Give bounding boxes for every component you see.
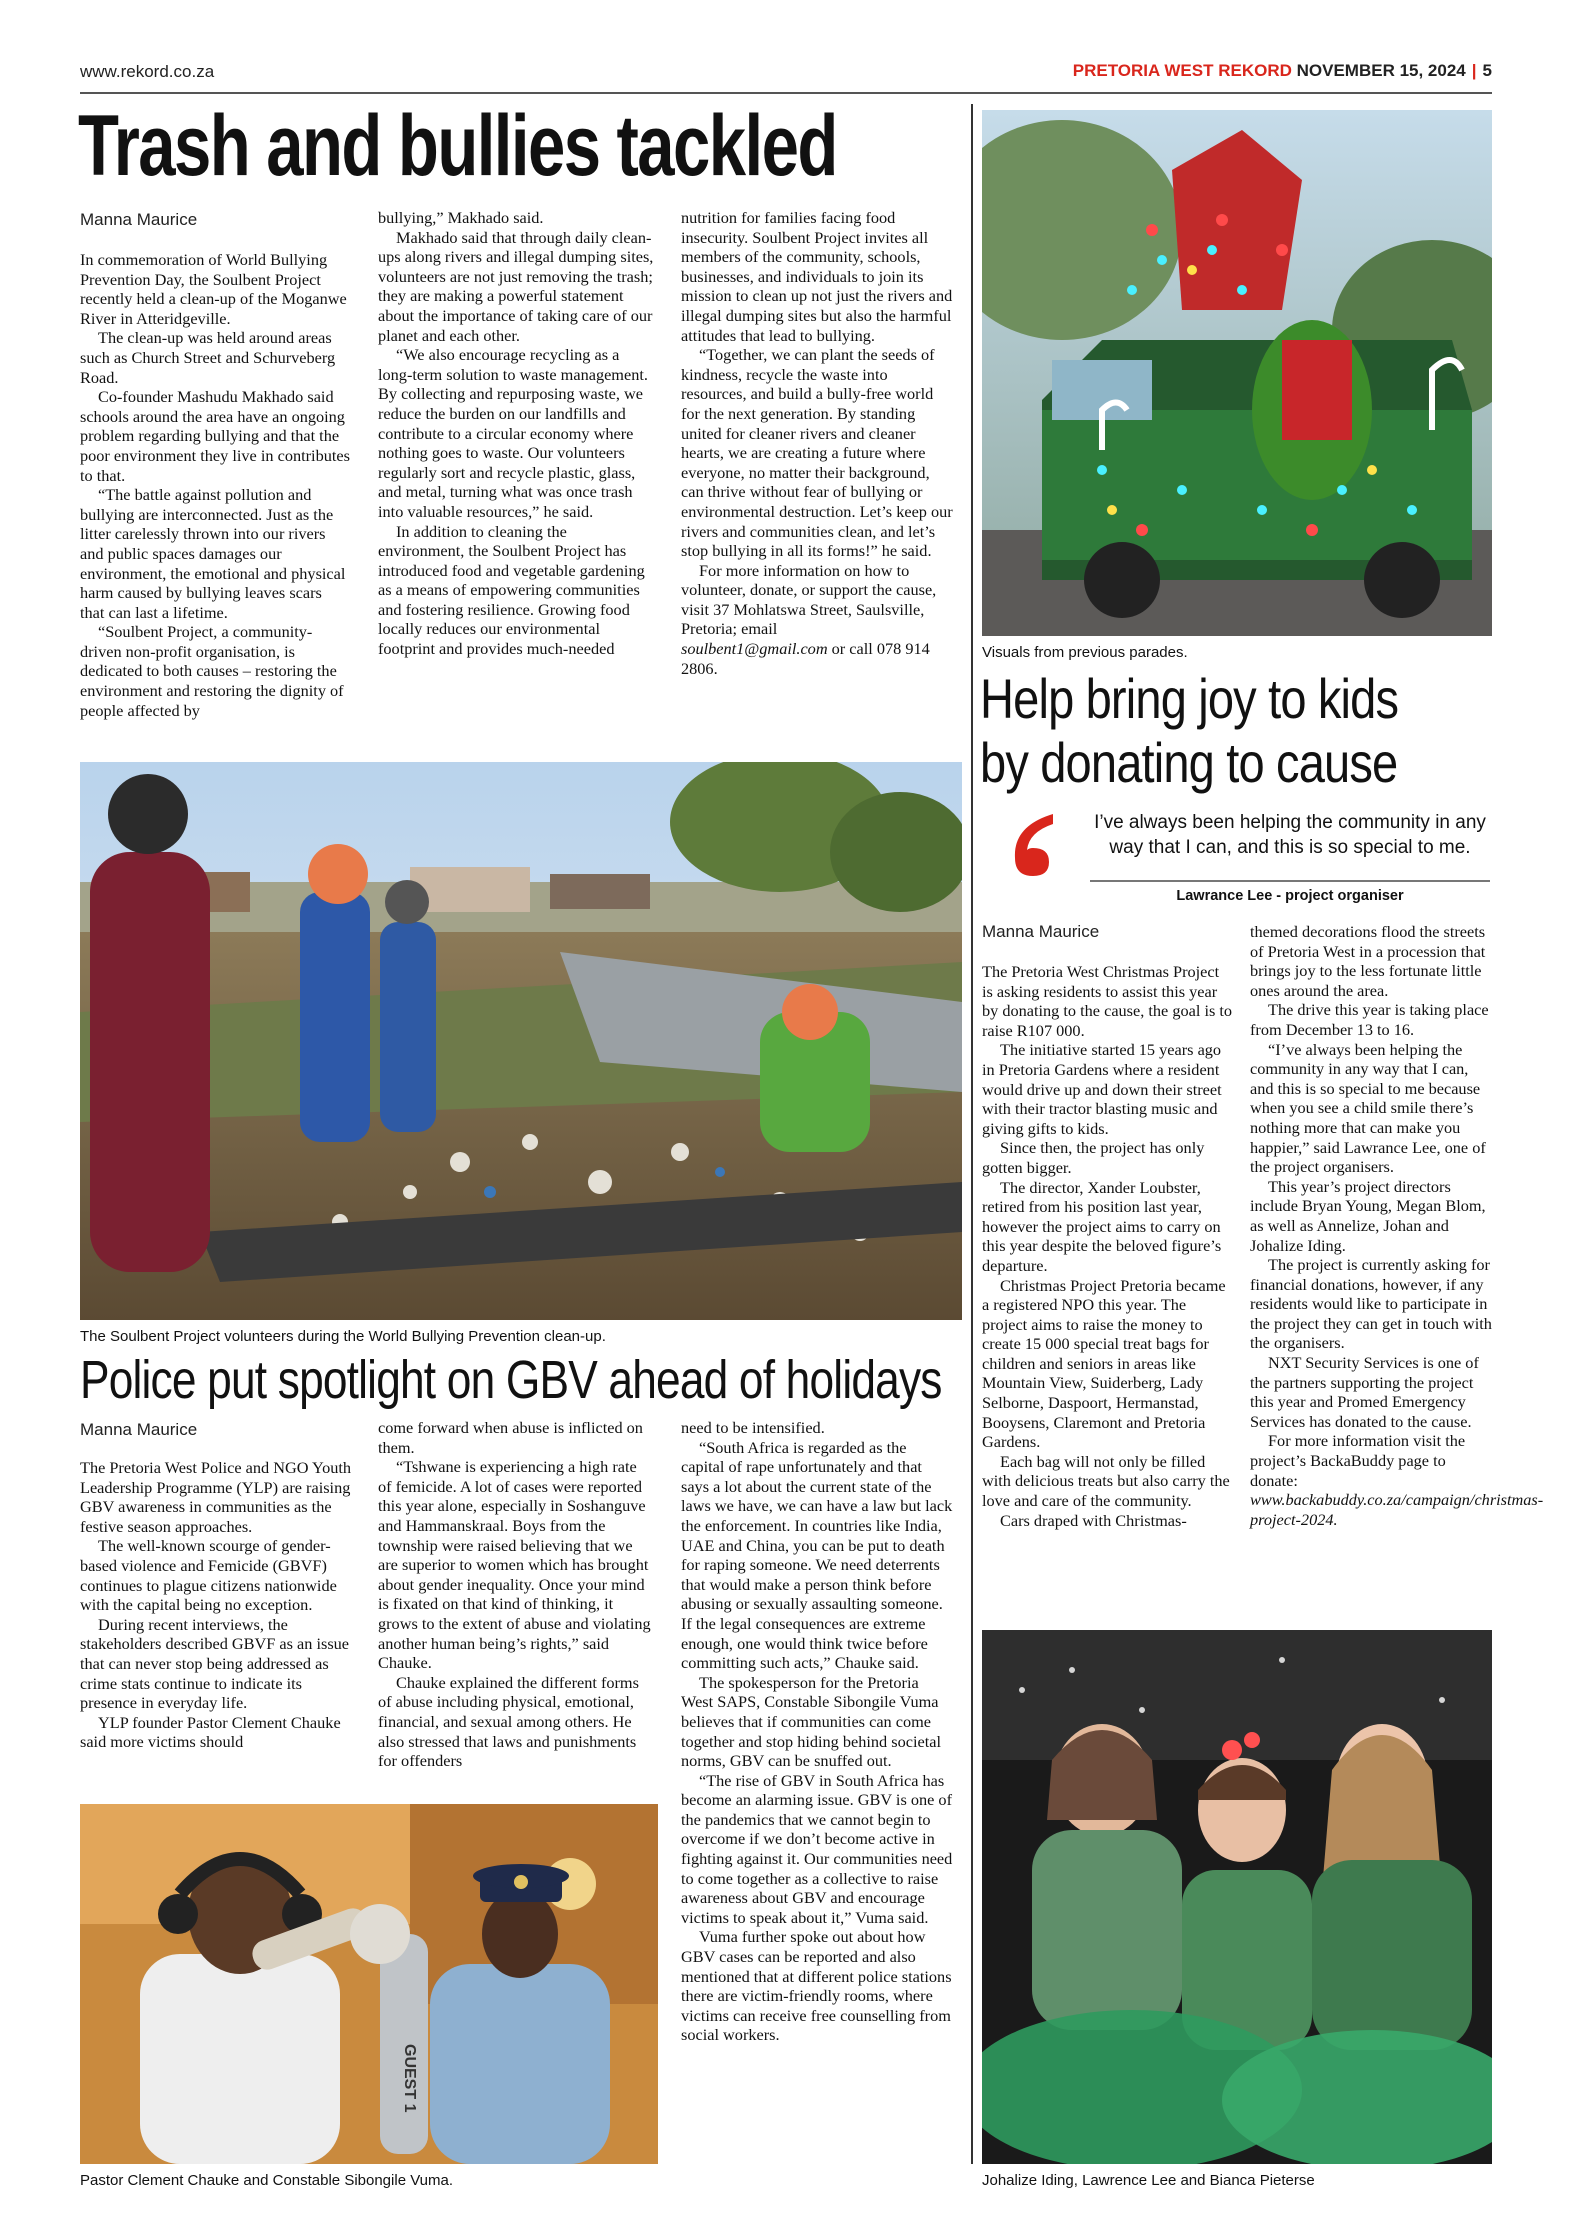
backabuddy-link[interactable]: www.backabuddy.co.za/campaign/christmas-project-2024. <box>1250 1490 1544 1529</box>
paragraph: need to be intensified. <box>681 1418 825 1437</box>
cleanup-photo <box>80 762 962 1320</box>
parade-photo <box>982 110 1492 636</box>
paragraph: “Together, we can plant the seeds of kindness, recycle the waste into resources, and build a bully-free world for the next generation. By standing united for cleaner rivers and cleaner hearts, we are creating a future where everyone, no matter their background, can thrive without fear of bullying or environmental destruction. Let’s keep our rivers and communities clean, and let’s stop bullying in all its forms!” he said. <box>681 345 953 561</box>
paragraph: “Tshwane is experiencing a high rate of femicide. A lot of cases were reported this year alone, especially in Soshanguve and Hammanskraal. Boys from the township were raised believing that we are superior to women which has brought about gender inequality. Once your mind is fixated on that kind of thinking, it grows to the extent of abuse and violating another human being’s rights,” said Chauke. <box>378 1457 651 1673</box>
publication-name: PRETORIA WEST REKORD <box>1072 61 1292 80</box>
paragraph: come forward when abuse is inflicted on them. <box>378 1418 643 1457</box>
paragraph: The drive this year is taking place from December 13 to 16. <box>1250 1000 1489 1039</box>
paragraph: The initiative started 15 years ago in Pretoria Gardens where a resident would drive up and down their street with their tractor blasting music and giving gifts to kids. <box>982 1040 1222 1138</box>
contact-phone: or call 078 914 2806. <box>681 639 930 678</box>
article2-column-2 <box>378 1418 654 1771</box>
paragraph: “I’ve always been helping the community in any way that I can, and this is so special to me because when you see a child smile there’s nothing more that can make you happier,” said Lawrance Lee, one of the project organisers. <box>1250 1039 1486 1177</box>
paragraph: The clean-up was held around areas such as Church Street and Schurveberg Road. <box>80 328 336 387</box>
article2-column-1 <box>80 1458 356 1752</box>
paragraph: Each bag will not only be filled with delicious treats but also carry the love and care of the community. <box>982 1451 1230 1511</box>
article3-column-1 <box>982 962 1234 1530</box>
paragraph: bullying,” Makhado said. <box>378 208 544 227</box>
organisers-photo-caption: Johalize Iding, Lawrence Lee and Bianca Pieterse <box>982 2172 1315 2189</box>
paragraph: The Pretoria West Police and NGO Youth Leadership Programme (YLP) are raising GBV awareness in communities as the festive season approaches. <box>80 1458 352 1536</box>
article2-column-3 <box>681 1418 953 2045</box>
radio-studio-photo <box>80 1804 658 2164</box>
issue-date: NOVEMBER 15, 2024 <box>1296 61 1466 80</box>
page-number: 5 <box>1482 61 1492 80</box>
masthead <box>1073 61 1492 81</box>
paragraph: In commemoration of World Bullying Prevention Day, the Soulbent Project recently held a clean-up of the Moganwe River in Atteridgeville. <box>80 250 347 328</box>
pull-quote-author: Lawrance Lee - project organiser <box>1176 888 1404 904</box>
header-rule <box>80 92 1492 94</box>
article2-byline: Manna Maurice <box>80 1420 198 1439</box>
paragraph: During recent interviews, the stakeholders described GBVF as an issue that can never stop being addressed as crime stats continue to indicate its presence in everyday life. <box>80 1614 350 1713</box>
paragraph: Chauke explained the different forms of abuse including physical, emotional, financial, and sexual among others. He also stressed that laws and punishments for offenders <box>378 1672 639 1771</box>
paragraph: nutrition for families facing food insecurity. Soulbent Project invites all members of the community, schools, businesses, and individuals to join its mission to clean up not just the rivers and illegal dumping sites but also the harmful attitudes that lead to bullying. <box>681 208 953 345</box>
guest-badge-text: GUEST 1 <box>401 2044 418 2113</box>
article3-byline: Manna Maurice <box>982 922 1100 941</box>
paragraph: “South Africa is regarded as the capital of rape unfortunately and that says a lot about the current state of the laws we have, we can have a law but lack the enforcement. In countries like India, UAE and China, you can be put to death for raping someone. We need deterrents that would make a person think before abusing or sexually assaulting someone. If the legal consequences are extreme enough, one would think twice before committing such acts,” Chauke said. <box>681 1437 953 1673</box>
paragraph: In addition to cleaning the environment, the Soulbent Project has introduced food and vegetable gardening as a means of empowering communities and fostering resilience. Growing food locally reduces our environmental footprint and provides much-needed <box>378 521 645 659</box>
paragraph: For more information visit the project’s BackaBuddy page to donate: <box>1250 1431 1466 1490</box>
paragraph: Vuma further spoke out about how GBV cases can be reported and also mentioned that at different police stations there are victim-friendly rooms, where victims can receive free counselling from social workers. <box>681 1927 952 2045</box>
paragraph: The Pretoria West Christmas Project is asking residents to assist this year by donating to the cause, the goal is to raise R107 000. <box>982 962 1233 1040</box>
pull-quote-rule <box>1090 880 1490 882</box>
article3-headline-line1: Help bring joy to kids <box>980 667 1399 730</box>
paragraph: The project is currently asking for financial donations, however, if any residents would like to participate in the project they can get in touch with the organisers. <box>1250 1255 1492 1353</box>
article3-headline-line2: by donating to cause <box>980 731 1398 794</box>
paragraph: The well-known scourge of gender-based violence and Femicide (GBVF) continues to plague citizens nationwide with the capital being no exception. <box>80 1536 337 1615</box>
article3-column-2 <box>1250 922 1544 1529</box>
paragraph: Cars draped with Christmas- <box>1000 1510 1187 1530</box>
article1-column-1 <box>80 250 350 720</box>
paragraph: YLP founder Pastor Clement Chauke said more victims should <box>80 1712 341 1752</box>
organisers-photo <box>982 1630 1492 2164</box>
paragraph: This year’s project directors include Bryan Young, Megan Blom, as well as Annelize, Johan and Johalize Iding. <box>1250 1176 1486 1255</box>
parade-photo-caption: Visuals from previous parades. <box>982 644 1188 661</box>
radio-photo-caption: Pastor Clement Chauke and Constable Sibongile Vuma. <box>80 2172 453 2189</box>
contact-line <box>681 639 953 678</box>
paragraph: themed decorations flood the streets of Pretoria West in a procession that brings joy to the less fortunate little ones around the area. <box>1250 922 1486 1000</box>
site-url[interactable]: www.rekord.co.za <box>80 62 215 81</box>
paragraph: The director, Xander Loubster, retired from his position last year, however the project aims to carry on this year despite the beloved figure’s departure. <box>982 1177 1222 1275</box>
column-divider <box>971 104 973 2164</box>
paragraph: Christmas Project Pretoria became a registered NPO this year. The project aims to raise the money to create 15 000 special treat bags for children and seniors in areas like Mountain View, Suiderberg, Lady Selborne, Daspoort, Hermanstad, Booysens, Claremont and Pretoria Gardens. <box>982 1275 1226 1452</box>
article1-headline: Trash and bullies tackled <box>78 98 837 194</box>
article1-byline: Manna Maurice <box>80 210 198 229</box>
paragraph: The spokesperson for the Pretoria West SAPS, Constable Sibongile Vuma believes that if communities can come together and stop hiding behind societal norms, GBV can be snuffed out. <box>681 1672 941 1771</box>
paragraph: NXT Security Services is one of the partners supporting the project this year and Promed Emergency Services has donated to the cause. <box>1250 1353 1479 1431</box>
article2-headline: Police put spotlight on GBV ahead of holidays <box>80 1350 942 1410</box>
cleanup-photo-caption: The Soulbent Project volunteers during the World Bullying Prevention clean-up. <box>80 1328 606 1345</box>
masthead-separator: | <box>1471 61 1477 80</box>
paragraph: “Soulbent Project, a community-driven non-profit organisation, is dedicated to both causes – restoring the environment and restoring the dignity of people affected by <box>80 622 344 720</box>
paragraph: For more information on how to volunteer, donate, or support the cause, visit 37 Mohlatswa Street, Saulsville, Pretoria; email <box>681 560 937 639</box>
article1-column-3 <box>681 208 953 678</box>
paragraph: Makhado said that through daily clean-ups along rivers and illegal dumping sites, volunteers are not just removing the trash; they are making a powerful statement about the importance of taking care of our planet and each other. <box>378 227 654 345</box>
paragraph: “The rise of GBV in South Africa has become an alarming issue. GBV is one of the pandemics that we cannot begin to overcome if we don’t become active in fighting against it. Our communities need to come together as a collective to raise awareness about GBV and encourage victims to speak about it,” Vuma said. <box>681 1770 953 1927</box>
quote-mark-icon <box>1005 812 1057 882</box>
paragraph: “The battle against pollution and bullying are interconnected. Just as the litter carelessly thrown into our rivers and public spaces damages our environment, the emotional and physical harm caused by bullying leaves scars that can last a lifetime. <box>80 485 346 622</box>
paragraph: Co-founder Mashudu Makhado said schools around the area have an ongoing problem regarding bullying and that the poor environment they live in contributes to that. <box>80 387 350 485</box>
article1-column-2 <box>378 208 654 659</box>
paragraph: “We also encourage recycling as a long-term solution to waste management. By collecting and repurposing waste, we reduce the burden on our landfills and contribute to a circular economy where nothing goes to waste. Our volunteers regularly sort and recycle plastic, glass, and metal, turning what was once trash into valuable resources,” he said. <box>378 345 648 521</box>
pull-quote: I’ve always been helping the community in any way that I can, and this is so special to me. <box>1094 812 1486 858</box>
contact-email-link[interactable]: soulbent1@gmail.com <box>681 639 828 659</box>
paragraph: Since then, the project has only gotten bigger. <box>982 1138 1205 1177</box>
